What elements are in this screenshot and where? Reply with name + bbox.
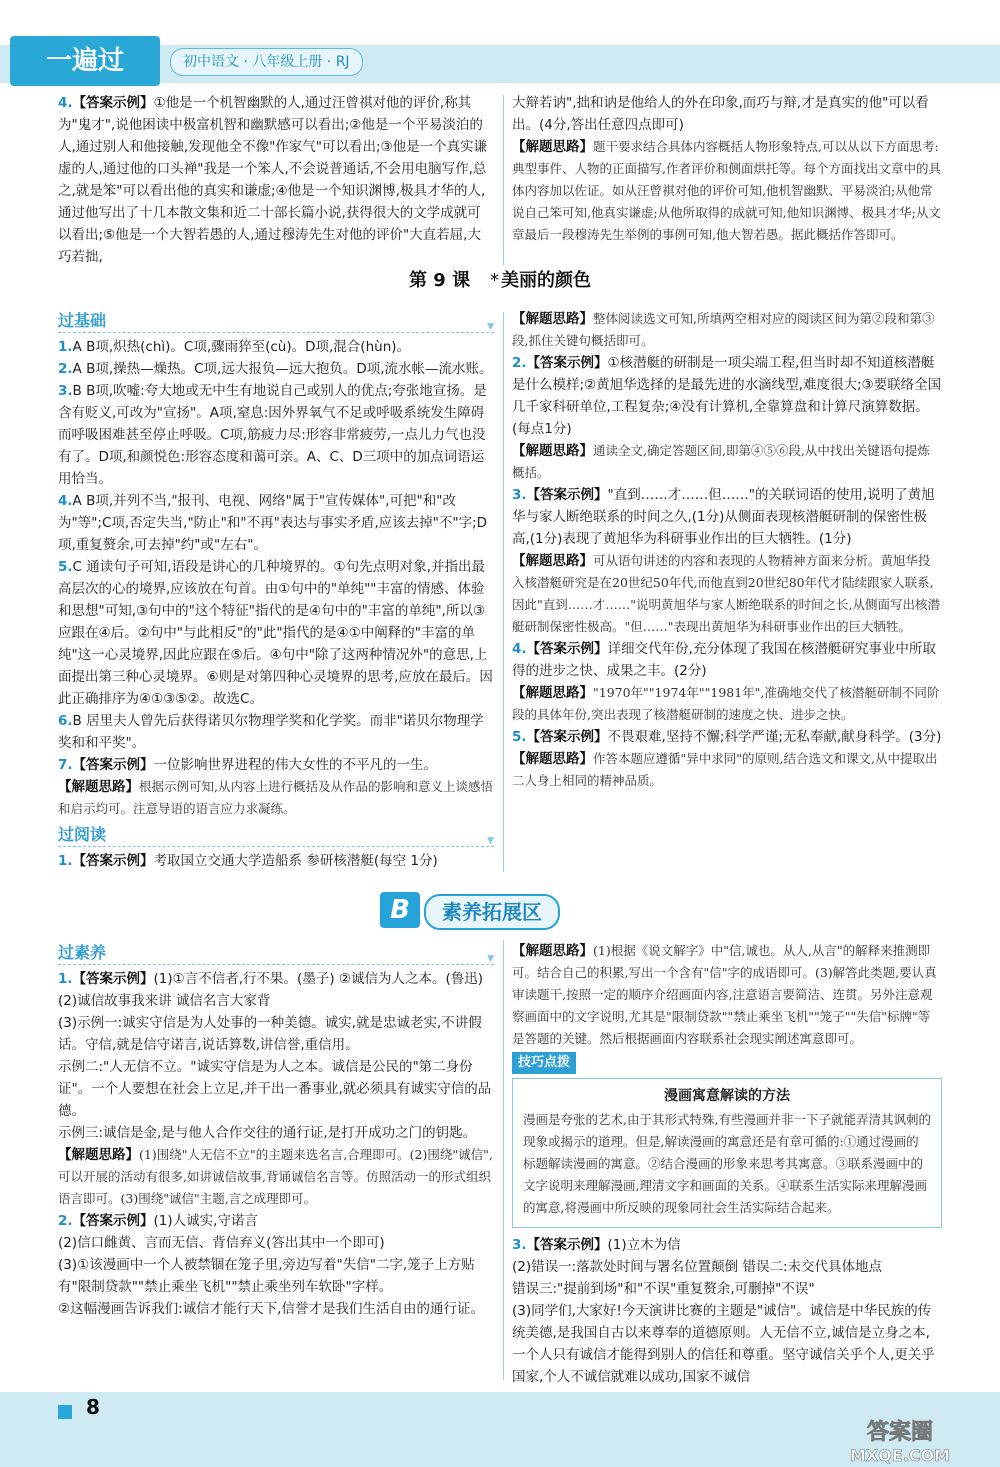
answer-tag: 【答案示例】 — [526, 487, 608, 503]
lesson-title — [0, 270, 1000, 292]
item-line: 错误三:"提前到场"和"不误"重复赘余,可删掉"不误" — [512, 1281, 815, 1297]
top-left-block — [58, 92, 494, 268]
item-number: 3. — [512, 1237, 527, 1253]
watermark-logo — [810, 1415, 990, 1465]
item-line: (2)错误一:落款处时间与署名位置颠倒 错误二:未交代具体地点 — [512, 1259, 883, 1275]
item-number: 3. — [512, 487, 527, 503]
item-number: 5. — [512, 729, 527, 745]
item-text: (1)①言不信者,行不果。(墨子) ②诚信为人之本。(鲁迅) — [153, 971, 484, 987]
page-number: 8 — [86, 1395, 100, 1419]
lower-right-column — [512, 940, 942, 1388]
item-number: 2. — [512, 355, 527, 371]
explanation — [58, 776, 494, 820]
watermark-line1: 答案圈 — [866, 1420, 934, 1445]
explanation-tag: 【解题思路】 — [512, 943, 593, 959]
lesson-number: 第 9 课 — [408, 270, 471, 291]
item-text: 不畏艰难,坚持不懈;科学严谨;无私奉献,献身科学。(3分) — [607, 729, 942, 745]
explanation-tag: 【解题思路】 — [512, 685, 593, 701]
tip-title: 漫画寓意解读的方法 — [664, 1088, 790, 1104]
banner-letter: B — [380, 892, 420, 928]
list-item — [58, 380, 494, 490]
column-divider — [503, 940, 504, 1380]
top-right-block — [512, 92, 942, 246]
footer-marker — [58, 1405, 72, 1419]
item-text: (1)立木为信 — [607, 1237, 681, 1253]
item-number: 4. — [512, 641, 527, 657]
section-banner — [380, 892, 620, 928]
explanation — [512, 940, 942, 1050]
explanation-tag: 【解题思路】 — [512, 751, 593, 767]
item-answer: A — [72, 493, 82, 509]
explanation-tag: 【解题思路】 — [58, 1147, 139, 1163]
answer-text: ①他是一个机智幽默的人,通过汪曾祺对他的评价,称其为"鬼才",说他困读中极富机智和幽默感可以看出;②他是一个平易淡泊的人,通过别人和他接触,发现他全不像"作家气"可以看出;③他是一个真实谦虚的人,通过他的口头禅"我是一个笨人,不会说普通话,不会用电脑写作,总之,就是笨"可以看出他的真实和谦虚;④他是一个知识渊博,极具才华的人,通过他写出了十几本散文集和近二十部长篇小说,获得很大的文学成就可以看出;⑤他是一个大智若愚的人,通过穆涛先生对他的评价"大直若屈,大巧若拙, — [58, 95, 488, 265]
tip-label: 技巧点拨 — [512, 1052, 576, 1074]
explanation-tag: 【解题思路】 — [512, 139, 593, 155]
banner-title: 素养拓展区 — [424, 894, 560, 930]
lower-left-column — [58, 940, 494, 1320]
section-heading-reading: 过阅读 ▼ — [58, 824, 494, 847]
item-number: 6. — [58, 713, 73, 729]
explanation-tag: 【解题思路】 — [512, 443, 593, 459]
item-text: 一位影响世界进程的伟大女性的不平凡的一生。 — [153, 757, 438, 773]
list-item — [512, 352, 942, 440]
answer-tag: 【答案示例】 — [526, 729, 608, 745]
item-text: B项,并列不当,"报刊、电视、网络"属于"宣传媒体",可把"和"改为"等";C项,否定失当,"防止"和"不再"表达与事实矛盾,应该去掉"不"字;D项,重复赘余,可去掉"约"或"左右"。 — [58, 493, 487, 553]
item-text: "直到……才……但……"的关联词语的使用,说明了黄旭华与家人断绝联系的时间之久,(1分)从侧面表现核潜艇研制的保密性极高,(1分)表现了黄旭华为科研事业作出的巨大牺牲。(1分) — [512, 487, 935, 547]
answer-tag: 【答案示例】 — [72, 95, 154, 111]
item-answer: B — [72, 713, 82, 729]
item-text: B项,吹嘘:夸大地或无中生有地说自己或别人的优点;夸张地宣扬。是含有贬义,可改为"宣扬"。A项,窒息:因外界氧气不足或呼吸系统发生障碍而呼吸困难甚至停止呼吸。C项,筋疲力尽:形容非常疲劳,一点儿力气也没有了。D项,和颜悦色:形容态度和蔼可亲。A、C、D三项中的加点词语运用恰当。 — [58, 383, 487, 487]
list-item — [58, 850, 494, 872]
list-item — [512, 484, 942, 550]
answer-tag: 【答案示例】 — [72, 853, 154, 869]
column-divider — [503, 95, 504, 265]
explanation — [512, 136, 942, 246]
item-text: 考取国立交通大学造船系 参研核潜艇(每空 1分) — [153, 853, 438, 869]
explanation-text: 作答本题应遵循"异中求同"的原则,结合选文和课文,从中提取出二人身上相同的精神品质。 — [512, 751, 938, 788]
watermark-line2: MXQE.COM — [849, 1446, 951, 1465]
item-number: 1. — [58, 853, 73, 869]
list-item — [512, 726, 942, 748]
item-text: ①核潜艇的研制是一项尖端工程,但当时却不知道核潜艇是什么模样;②黄旭华选择的是最先进的水滴线型,难度很大;③要联络全国几千家科研单位,工程复杂;④没有计算机,全靠算盘和计算尺演算数据。(每点1分) — [512, 355, 942, 437]
book-tag: 初中语文 · 八年级上册 · RJ — [170, 48, 363, 76]
item-line: (2)诚信故事我来讲 诚信名言大家背 — [58, 993, 271, 1009]
explanation-text: (1)根据《说文解字》中"信,诚也。从人,从言"的解释来推测即可。结合自己的积累,写出一个含有"信"字的成语即可。(3)解答此类题,要认真审读题干,按照一定的顺序介绍画面内容,注意语言要简洁、连贯。另外注意观察画面中的文字说明,尤其是"限制贷款""禁止乘坐飞机""笼子""失信"标牌"等是答题的关键。然后根据画面内容联系社会现实阐述寓意即可。 — [512, 943, 937, 1046]
explanation-text: 根据示例可知,从内容上进行概括及从作品的影响和意义上谈感悟和启示均可。注意导语的语言应力求凝练。 — [58, 779, 493, 816]
column-divider — [503, 312, 504, 872]
section-heading-literacy: 过素养 ▼ — [58, 942, 494, 965]
item-line: (3)①该漫画中一个人被禁锢在笼子里,旁边写着"失信"二字,笼子上方贴有"限制贷款""禁止乘坐飞机""禁止乘坐列车软卧"字样。 — [58, 1257, 475, 1295]
explanation-tag: 【解题思路】 — [58, 779, 139, 795]
explanation-text: 通读全文,确定答题区间,即第④⑤⑥段,从中找出关键语句提炼概括。 — [512, 443, 930, 480]
explanation-text: 整体阅读选文可知,所填两空相对应的阅读区间为第②段和第③段,抓住关键句概括即可。 — [512, 311, 935, 348]
item-line: 示例二:"人无信不立。"诚实守信是为人之本。诚信是公民的"第二身份证"。一个人要想在社会上立足,并干出一番事业,就必须具有诚实守信的品德。 — [58, 1059, 492, 1119]
explanation — [58, 1144, 494, 1210]
explanation — [512, 550, 942, 638]
list-item — [512, 1234, 942, 1256]
item-text: 详细交代年份,充分体现了我国在核潜艇研究事业中所取得的进步之快、成果之丰。(2分) — [512, 641, 936, 679]
main-left-column — [58, 308, 494, 872]
item-number: 2. — [58, 361, 73, 377]
list-item — [58, 710, 494, 754]
answer-tag: 【答案示例】 — [526, 1237, 608, 1253]
explanation-text: (1)围绕"人无信不立"的主题来选名言,合理即可。(2)围绕"诚信",可以开展的活动有很多,如讲诚信故事,背诵诚信名言等。仿照活动一的形式组织语言即可。(3)围绕"诚信"主题,言之成理即可。 — [58, 1147, 493, 1206]
item-line: ②这幅漫画告诉我们:诚信才能行天下,信誉才是我们生活自由的通行证。 — [58, 1301, 484, 1317]
item-number: 2. — [58, 1213, 73, 1229]
list-item — [58, 336, 494, 358]
answer-tag: 【答案示例】 — [526, 641, 608, 657]
item-answer: B — [72, 383, 82, 399]
item-answer: A — [72, 339, 82, 355]
answer-tag: 【答案示例】 — [72, 971, 154, 987]
explanation — [512, 682, 942, 726]
explanation — [512, 748, 942, 792]
explanation-text: 可从语句讲述的内容和表现的人物精神方面来分析。黄旭华投入核潜艇研究是在20世纪50年代,而他直到20世纪80年代才陆续跟家人联系,因此"直到……才……"说明黄旭华与家人断绝联系的时间之长,从侧面写出核潜艇研制保密性极高。"但……"表现出黄旭华为科研事业作出的巨大牺牲。 — [512, 553, 940, 634]
answer-continuation: 大辩若讷",拙和讷是他给人的外在印象,而巧与辩,才是真实的他"可以看出。(4分,答出任意四点即可) — [512, 95, 929, 133]
item-line: (3)同学们,大家好!今天演讲比赛的主题是"诚信"。诚信是中华民族的传统美德,是我国自古以来尊奉的道德原则。人无信不立,诚信是立身之本,一个人只有诚信才能得到别人的信任和尊重。坚守诚信关乎个人,更关乎国家,个人不诚信就难以成功,国家不诚信 — [512, 1303, 935, 1385]
explanation-text: 题干要求结合具体内容概括人物形象特点,可以从以下方面思考:典型事件、人物的正面描写,作者评价和侧面烘托等。每个方面找出文章中的具体内容加以佐证。如从汪曾祺对他的评价可知,他机智幽默、平易淡泊;从他常说自己笨可知,他真实谦虚;从他所取得的成就可知,他知识渊博、极具才华;从文章最后一段穆涛先生举例的事例可知,他大智若愚。据此概括作答即可。 — [512, 139, 941, 242]
item-line: 示例三:诚信是金,是与他人合作交往的通行证,是打开成功之门的钥匙。 — [58, 1125, 477, 1141]
explanation — [512, 308, 942, 352]
answer-item — [58, 92, 494, 268]
explanation-text: "1970年""1974年""1981年",准确地交代了核潜艇研制不同阶段的具体年份,突出表现了核潜艇研制的速度之快、进步之快。 — [512, 685, 940, 722]
section-heading-basics: 过基础 ▼ — [58, 310, 494, 333]
answer-tag: 【答案示例】 — [72, 757, 154, 773]
tip-body: 漫画是夸张的艺术,由于其形式特殊,有些漫画并非一下子就能弄清其讽刺的现象或揭示的道理。但是,解读漫画的寓意还是有章可循的:①通过漫画的标题解读漫画的寓意。②结合漫画的形象来思考其寓意。③联系漫画中的文字说明来理解漫画,理清文字和画面的关系。④联系生活实际来理解漫画的寓意,将漫画中所反映的现象同社会生活实际结合起来。 — [523, 1112, 931, 1215]
item-line: (2)信口雌黄、言而无信、背信弃义(答出其中一个即可) — [58, 1235, 385, 1251]
explanation-tag: 【解题思路】 — [512, 311, 593, 327]
item-line: (3)示例一:诚实守信是为人处事的一种美德。诚实,就是忠诚老实,不讲假话。守信,就是信守诺言,说话算数,讲信誉,重信用。 — [58, 1015, 482, 1053]
tip-box — [512, 1078, 942, 1228]
item-number: 5. — [58, 559, 73, 575]
answer-tag: 【答案示例】 — [72, 1213, 154, 1229]
list-item — [58, 754, 494, 776]
item-number: 3. — [58, 383, 73, 399]
item-text: 通读句子可知,语段是讲心的几种境界的。①句先点明对象,并指出最高层次的心的境界,应该放在句首。由①句中的"单纯""丰富的情感、体验和思想"可知,③句中的"这个特征"指代的是④句中的"丰富的单纯",所以③应跟在④后。②句中"与此相反"的"此"指代的是④①中阐释的"丰富的单纯"这一心灵境界,因此应跟在⑤后。④句中"除了这两种情况外"的意思,上面提出第三种心灵境界。⑥则是对第四种心灵境界的思考,应放在最后。因此正确排序为④①③⑤②。故选C。 — [58, 559, 493, 707]
item-answer: A — [72, 361, 82, 377]
item-number: 7. — [58, 757, 73, 773]
item-text: (1)人诚实,守诺言 — [153, 1213, 258, 1229]
main-right-column — [512, 308, 942, 792]
explanation-tag: 【解题思路】 — [512, 553, 593, 569]
optional-star: * — [490, 270, 500, 291]
list-item — [512, 638, 942, 682]
list-item — [58, 490, 494, 556]
list-item — [58, 968, 494, 990]
list-item — [58, 556, 494, 710]
item-answer: C — [72, 559, 82, 575]
item-text: 居里夫人曾先后获得诺贝尔物理学奖和化学奖。而非"诺贝尔物理学奖和和平奖"。 — [58, 713, 484, 751]
list-item — [58, 1210, 494, 1232]
page-header — [0, 0, 1000, 82]
answer-tag: 【答案示例】 — [526, 355, 608, 371]
item-text: B项,炽热(chì)。C项,骤雨猝至(cù)。D项,混合(hùn)。 — [86, 339, 411, 355]
item-text: B项,操热—燥热。C项,远大报负—远大抱负。D项,流水帐—流水账。 — [86, 361, 493, 377]
lesson-name: 美丽的颜色 — [501, 270, 592, 291]
item-number: 1. — [58, 339, 73, 355]
item-number: 4. — [58, 493, 73, 509]
series-logo: 一遍过 — [10, 36, 160, 86]
explanation — [512, 440, 942, 484]
item-number: 1. — [58, 971, 73, 987]
list-item — [58, 358, 494, 380]
item-number: 4. — [58, 95, 73, 111]
